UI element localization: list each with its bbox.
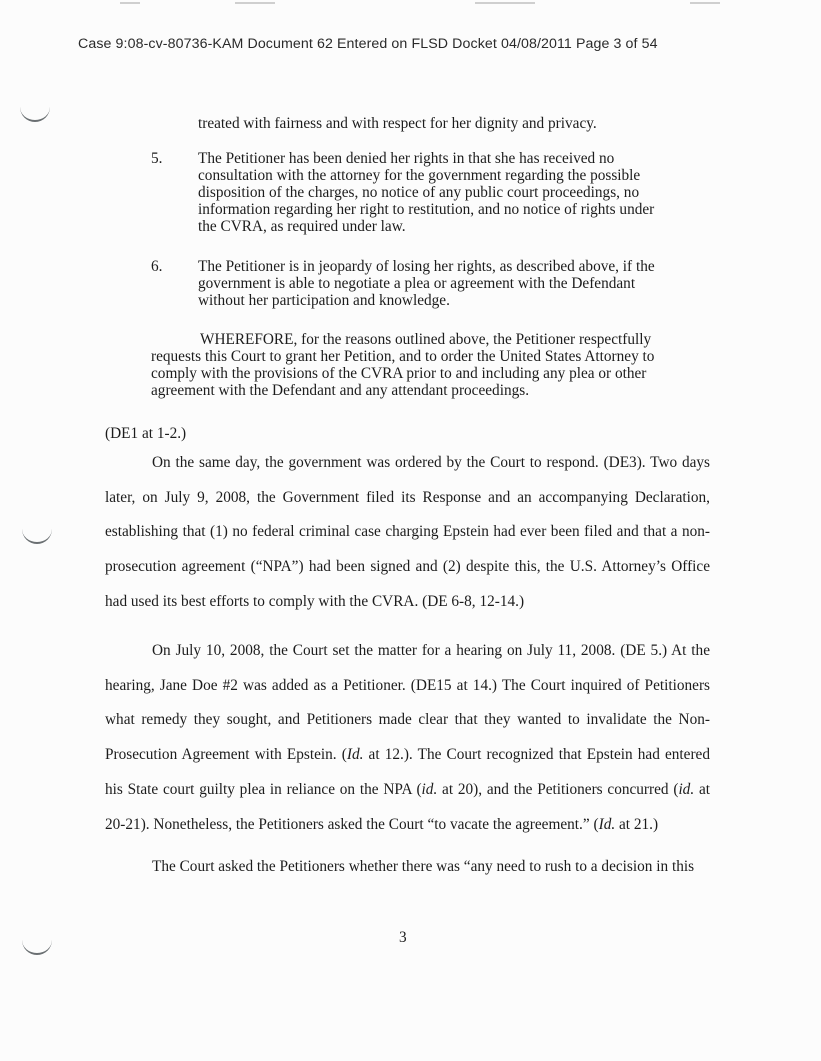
line: requests this Court to grant her Petition, and to order the United States Attorney to xyxy=(151,348,655,365)
line: treated with fairness and with respect for her dignity and privacy. xyxy=(198,115,597,132)
page-number: 3 xyxy=(399,929,407,946)
docket-header: Case 9:08-cv-80736-KAM Document 62 Entered on FLSD Docket 04/08/2011 Page 3 of 54 xyxy=(78,36,658,52)
item-5-text xyxy=(198,150,668,235)
item-6-number: 6. xyxy=(151,258,163,275)
paragraph-same-day: On the same day, the government was ordered by the Court to respond. (DE3). Two days later, on July 9, 2008, the Government filed its Response and an accompanying Declaration, establishing that (1) no federal criminal case charging Epstein had ever been filed and that a non-prosecution agreement (“NPA”) had been signed and (2) despite this, the U.S. Attorney’s Office had used its best efforts to comply with the CVRA. (DE 6-8, 12-14.) xyxy=(105,454,710,610)
line: information regarding her right to restitution, and no notice of rights under xyxy=(198,201,655,218)
line: The Petitioner is in jeopardy of losing her rights, as described above, if the xyxy=(198,258,655,275)
binder-hole-middle xyxy=(22,524,52,544)
quote-intro xyxy=(198,115,668,132)
line: the CVRA, as required under law. xyxy=(198,218,406,235)
line: disposition of the charges, no notice of any public court proceedings, no xyxy=(198,184,640,201)
binder-hole-bottom xyxy=(22,935,52,955)
line: government is able to negotiate a plea or agreement with the Defendant xyxy=(198,275,636,292)
scan-artifact xyxy=(690,2,720,4)
paragraph-rush: The Court asked the Petitioners whether there was “any need to rush to a decision in this xyxy=(152,858,695,875)
line: WHEREFORE, for the reasons outlined above, the Petitioner respectfully xyxy=(200,331,652,348)
wherefore-paragraph xyxy=(151,331,671,399)
line: The Petitioner has been denied her rights in that she has received no xyxy=(198,150,615,167)
citation: (DE1 at 1-2.) xyxy=(105,425,187,442)
scan-artifact xyxy=(475,2,535,4)
binder-hole-top xyxy=(20,102,50,122)
item-6-text xyxy=(198,258,668,309)
line: consultation with the attorney for the government regarding the possible xyxy=(198,167,641,184)
scan-artifact xyxy=(235,2,275,4)
line: comply with the provisions of the CVRA prior to and including any plea or other xyxy=(151,365,647,382)
paragraph-hearing: On July 10, 2008, the Court set the matter for a hearing on July 11, 2008. (DE 5.) At the hearing, Jane Doe #2 was added as a Petitioner. (DE15 at 14.) The Court inquired of Petitioners what remedy they sought, and Petitioners made clear that they wanted to invalidate the Non-Prosecution Agreement with Epstein. (Id. at 12.). The Court recognized that Epstein had entered his State court guilty plea in reliance on the NPA (id. at 20), and the Petitioners concurred (id. at 20-21). Nonetheless, the Petitioners asked the Court “to vacate the agreement.” (Id. at 21.) xyxy=(105,642,710,833)
line: agreement with the Defendant and any attendant proceedings. xyxy=(151,382,530,399)
item-5-number: 5. xyxy=(151,150,163,167)
scan-artifact xyxy=(120,2,140,4)
line: without her participation and knowledge. xyxy=(198,292,450,309)
